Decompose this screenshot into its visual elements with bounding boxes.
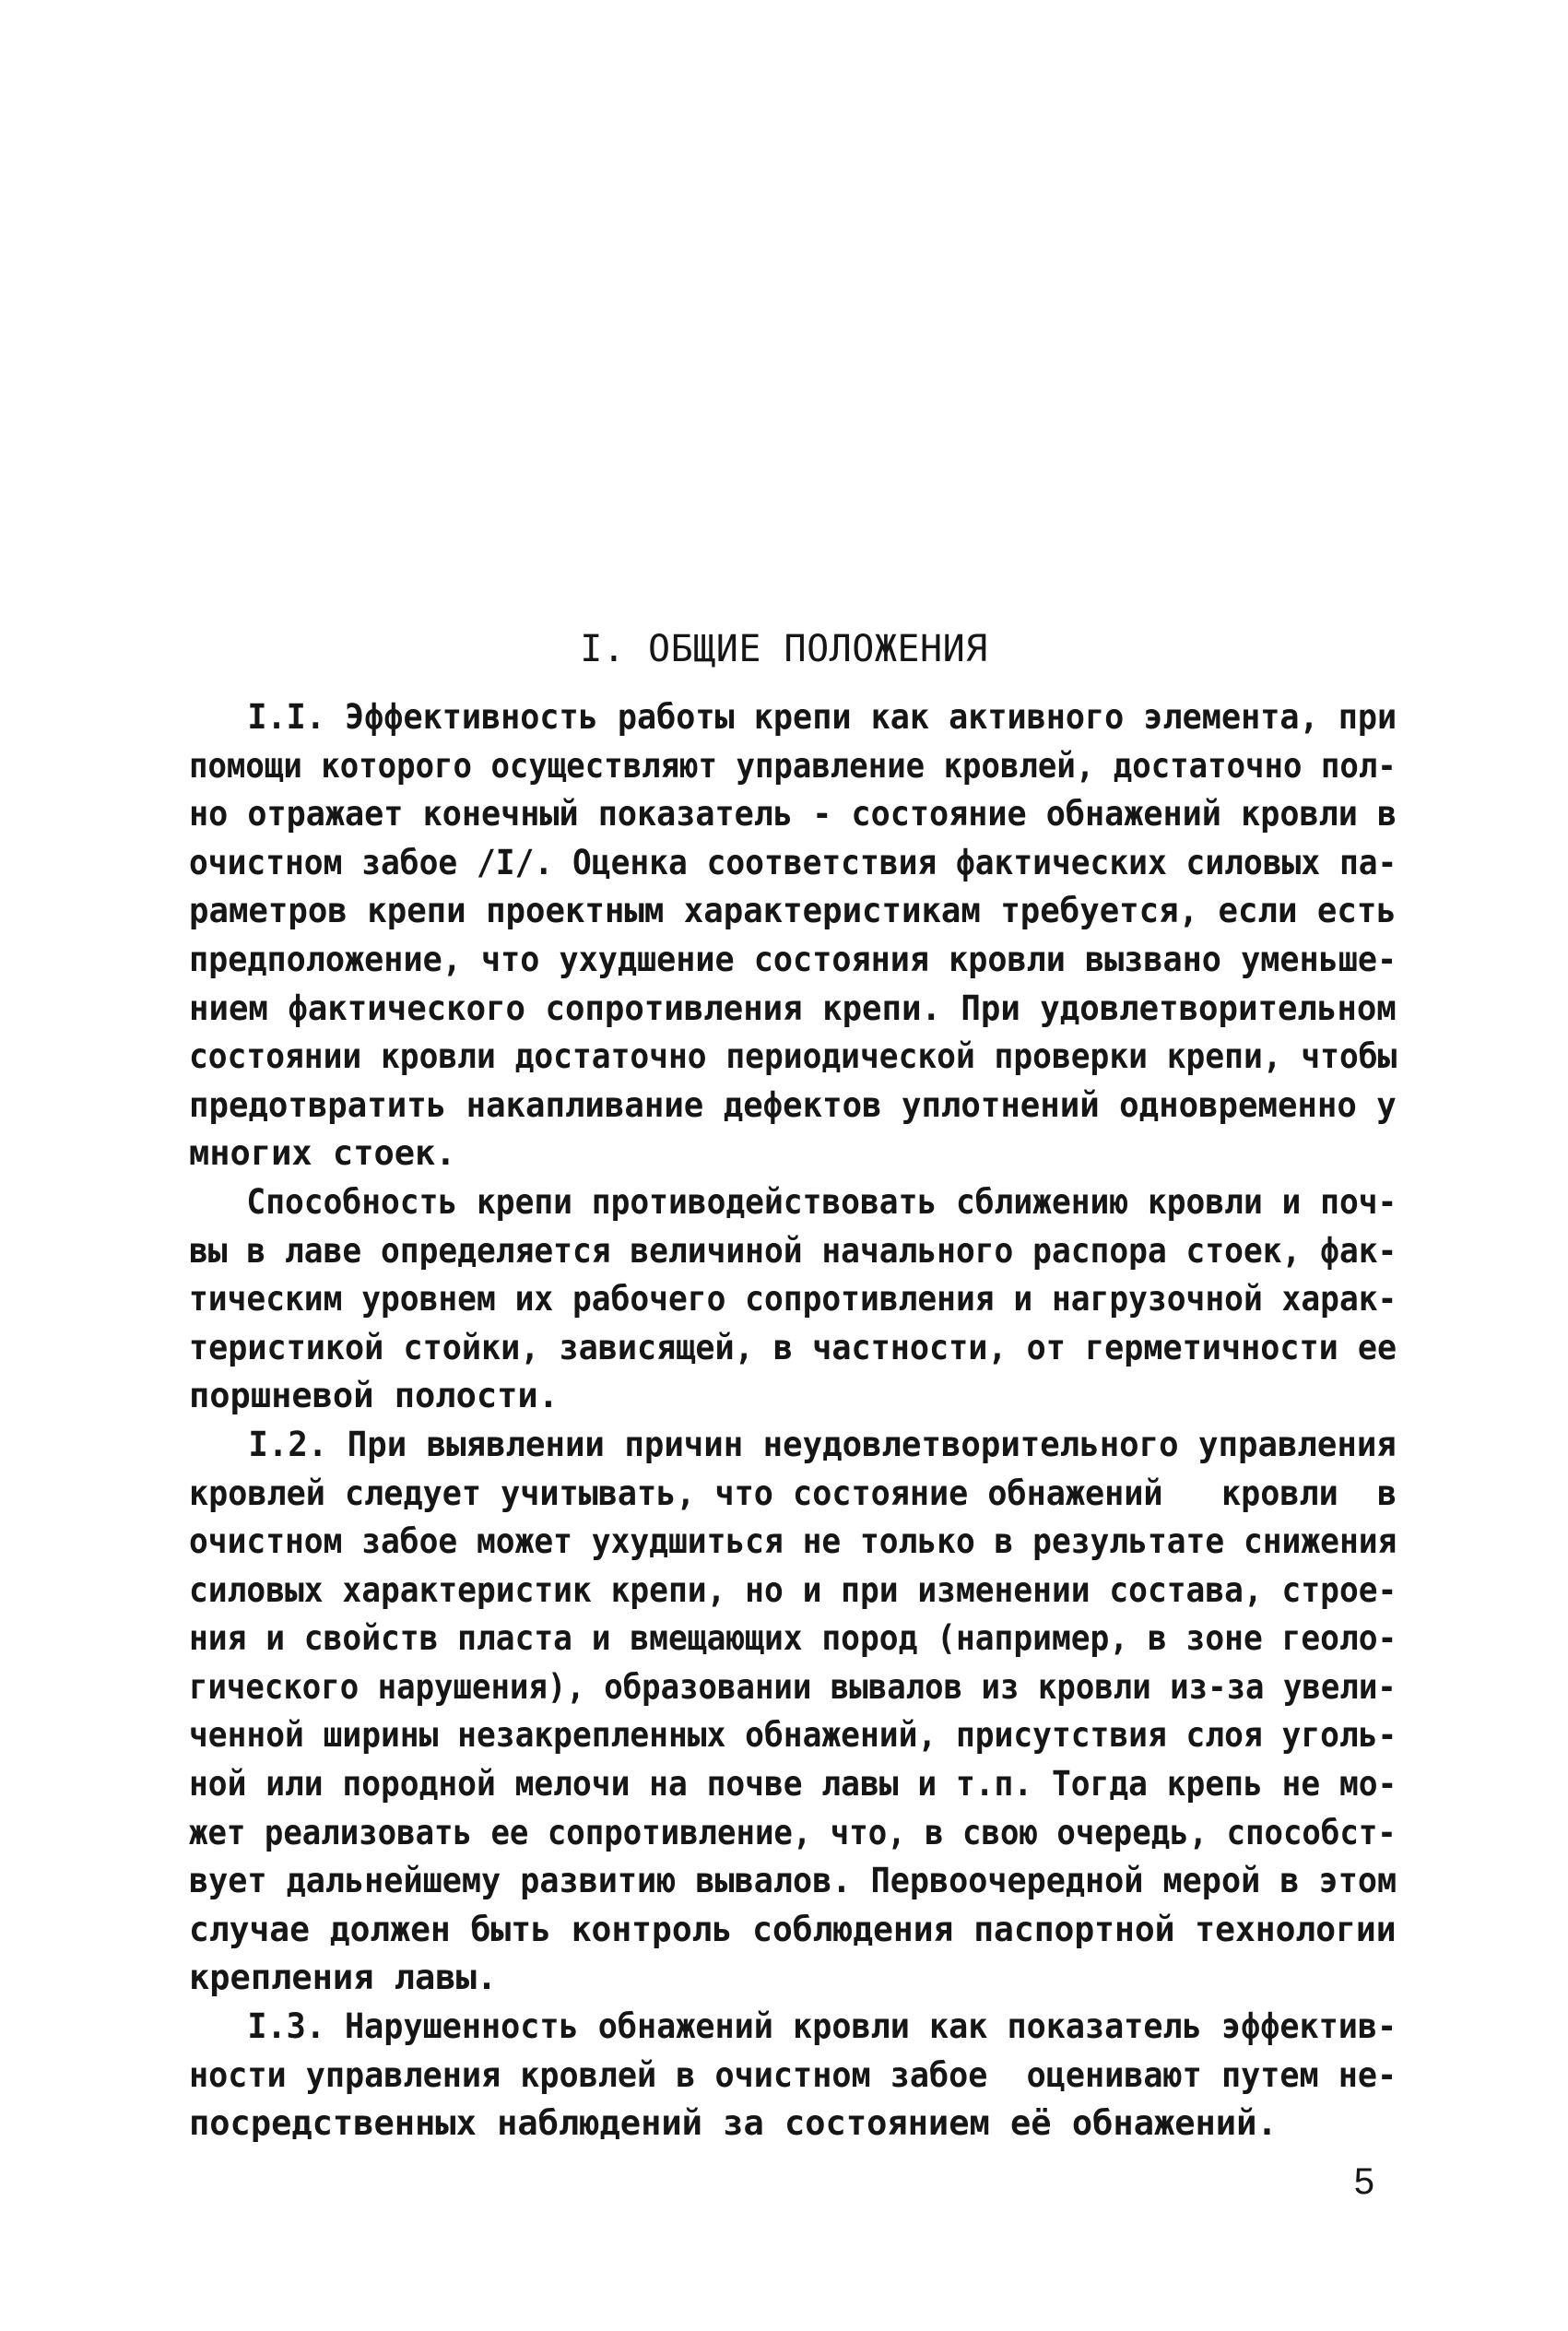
text-line: предотвратить накапливание дефектов уплотнений одновременно у bbox=[189, 1084, 1397, 1125]
text-line: крепления лавы. bbox=[189, 1958, 498, 1998]
text-line: ности управления кровлей в очистном забое оценивают путем не- bbox=[189, 2054, 1397, 2095]
text-line: состоянии кровли достаточно периодической проверки крепи, чтобы bbox=[189, 1036, 1397, 1077]
text-line: силовых характеристик крепи, но и при изменении состава, строе- bbox=[189, 1569, 1397, 1610]
text-line: случае должен быть контроль соблюдения паспортной технологии bbox=[189, 1909, 1397, 1949]
text-line: предположение, что ухудшение состояния кровли вызвано уменьше- bbox=[189, 939, 1397, 979]
text-line: но отражает конечный показатель - состояние обнажений кровли в bbox=[189, 794, 1397, 834]
text-line: нием фактического сопротивления крепи. При удовлетворительном bbox=[189, 988, 1397, 1028]
body-text bbox=[189, 693, 1397, 2148]
text-line: тическим уровнем их рабочего сопротивления и нагрузочной харак- bbox=[189, 1279, 1397, 1319]
text-line: ной или породной мелочи на почве лавы и т.п. Тогда крепь не мо- bbox=[189, 1764, 1397, 1804]
text-line: теристикой стойки, зависящей, в частности, от герметичности ее bbox=[189, 1327, 1397, 1367]
text-line: вы в лаве определяется величиной начального распора стоек, фак- bbox=[189, 1230, 1397, 1271]
text-line: жет реализовать ее сопротивление, что, в свою очередь, способст- bbox=[189, 1812, 1397, 1852]
text-line: I.2. При выявлении причин неудовлетворительного управления bbox=[189, 1424, 1397, 1464]
text-line: кровлей следует учитывать, что состояние обнажений кровли в bbox=[189, 1473, 1397, 1513]
text-line: очистном забое может ухудшиться не только в результате снижения bbox=[189, 1521, 1397, 1562]
text-line: гического нарушения), образовании вывалов из кровли из-за увели- bbox=[189, 1666, 1397, 1707]
text-line: раметров крепи проектным характеристикам требуется, если есть bbox=[189, 891, 1397, 931]
page-number: 5 bbox=[1353, 2161, 1374, 2202]
text-line: многих стоек. bbox=[189, 1133, 456, 1174]
text-line: поршневой полости. bbox=[189, 1376, 559, 1416]
text-line: помощи которого осуществляют управление кровлей, достаточно пол- bbox=[189, 745, 1397, 786]
section-title: I. ОБЩИЕ ПОЛОЖЕНИЯ bbox=[580, 628, 988, 670]
text-line: посредственных наблюдений за состоянием её обнажений. bbox=[189, 2103, 1278, 2144]
text-line: Способность крепи противодействовать сближению кровли и поч- bbox=[189, 1181, 1397, 1222]
text-line: очистном забое /I/. Оценка соответствия фактических силовых па- bbox=[189, 842, 1397, 882]
text-line: I.I. Эффективность работы крепи как активного элемента, при bbox=[189, 697, 1397, 737]
text-line: I.3. Нарушенность обнажений кровли как показатель эффектив- bbox=[189, 2006, 1397, 2047]
text-line: ния и свойств пласта и вмещающих пород (например, в зоне геоло- bbox=[189, 1618, 1397, 1659]
text-line: вует дальнейшему развитию вывалов. Первоочередной мерой в этом bbox=[189, 1861, 1397, 1901]
text-line: ченной ширины незакрепленных обнажений, присутствия слоя уголь- bbox=[189, 1715, 1397, 1756]
